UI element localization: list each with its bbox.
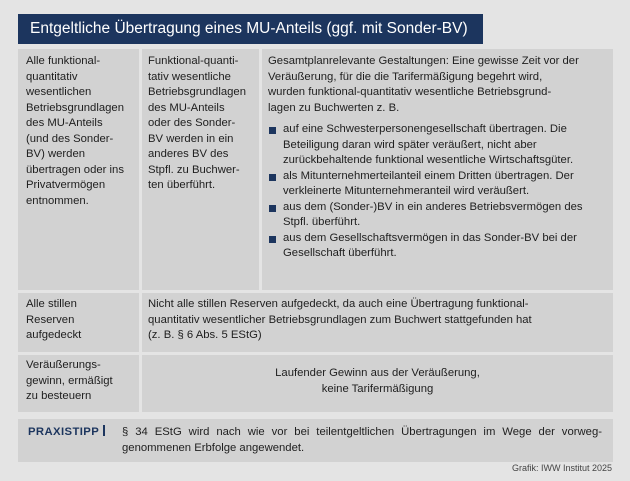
- row3-label-cell: [18, 355, 139, 412]
- bullet-item: aus dem (Sonder-)BV in ein anderes Betriebsvermögen des Stpfl. überführt.: [268, 200, 607, 231]
- row1-col3-intro: Gesamtplanrelevante Gestaltungen: Eine gewisse Zeit vor der Veräußerung, für die die Tarifermäßigung begehrt wird, wurden funktional-quantitativ wesentliche Betriebsgrund- lagen zu Buchwerten z. B.: [268, 55, 579, 114]
- page-title: Entgeltliche Übertragung eines MU-Anteils (ggf. mit Sonder-BV): [18, 14, 483, 44]
- praxistipp-box: [18, 419, 613, 462]
- row2-label: Alle stillen Reserven aufgedeckt: [26, 298, 82, 341]
- row2-label-cell: [18, 293, 139, 352]
- row1-col2-cell: [142, 49, 259, 290]
- praxistipp-label-text: PRAXISTIPP: [28, 426, 100, 438]
- praxistipp-label: [28, 425, 105, 441]
- row1-col1-text: Alle funktional- quantitativ wesentlichen Betriebsgrundlagen des MU-Anteils (und des Sonder- BV) werden übertragen oder ins Privatvermögen entnommen.: [26, 55, 124, 207]
- bullet-item: aus dem Gesellschaftsvermögen in das Sonder-BV bei der Gesellschaft überführt.: [268, 231, 607, 262]
- praxistipp-text: § 34 EStG wird nach wie vor bei teilentgeltlichen Übertragungen im Wege der vorweg- genommenen Erbfolge angewendet.: [122, 426, 602, 454]
- row3-text-cell: [142, 355, 613, 412]
- row1-col2-text: Funktional-quanti- tativ wesentliche Betriebsgrundlagen des MU-Anteils oder des Sonder- BV werden in ein anderes BV des Stpfl. zu Buchwer- ten überführt.: [148, 55, 246, 191]
- row3-label: Veräußerungs- gewinn, ermäßigt zu besteuern: [26, 359, 113, 402]
- row1-col1-cell: [18, 49, 139, 290]
- bullet-item: auf eine Schwesterpersonengesellschaft übertragen. Die Beteiligung daran wird später veräußert, nicht aber zurückbehaltende funktional wesentliche Wirtschaftsgüter.: [268, 122, 607, 169]
- row3-text: Laufender Gewinn aus der Veräußerung, keine Tarifermäßigung: [275, 367, 480, 395]
- bullet-item: als Mitunternehmerteilanteil einem Dritten übertragen. Der verkleinerte Mitunternehmeranteil wird veräußert.: [268, 169, 607, 200]
- praxistipp-divider: [103, 425, 105, 436]
- row1-col3-bullet-list: [268, 122, 607, 262]
- row2-text: Nicht alle stillen Reserven aufgedeckt, da auch eine Übertragung funktional- quantitativ wesentlicher Betriebsgrundlagen zum Buchwert stattgefunden hat (z. B. § 6 Abs. 5 EStG): [148, 298, 532, 341]
- row1-col3-cell: [262, 49, 613, 290]
- graphic-credit: Grafik: IWW Institut 2025: [511, 463, 612, 473]
- row2-text-cell: [142, 293, 613, 352]
